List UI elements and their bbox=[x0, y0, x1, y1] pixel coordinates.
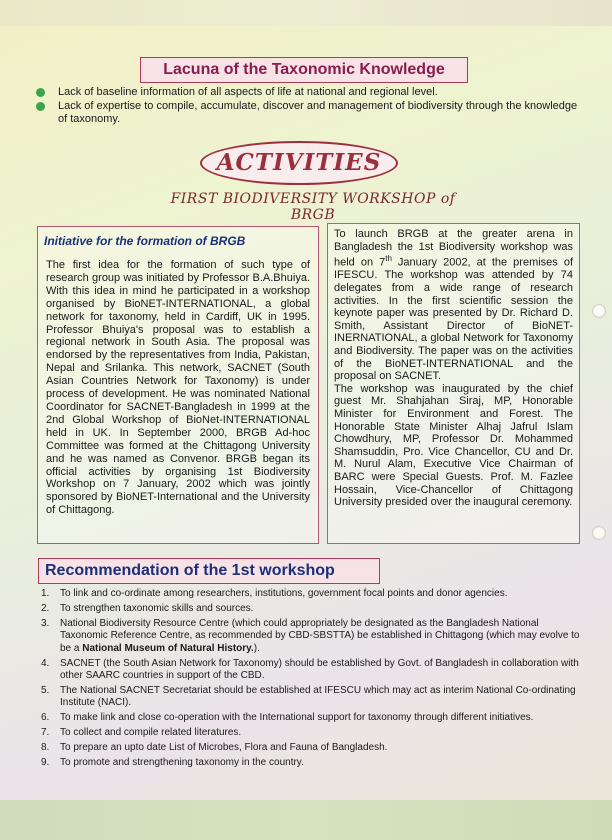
bottom-decorative-band bbox=[0, 800, 612, 840]
initiative-box bbox=[37, 226, 319, 544]
list-item: 6. To make link and close co-operation with the International support for taxonomy through different initiatives. bbox=[41, 712, 534, 724]
lacuna-section-title: Lacuna of the Taxonomic Knowledge bbox=[140, 57, 468, 83]
recommendation-section-title: Recommendation of the 1st workshop bbox=[38, 558, 380, 584]
list-item: 3. National Biodiversity Resource Centre (which could appropriately be designated as the Bangladesh National Taxonomic Reference Centre, as recommended by CBD-SBSTTA) be established in Chittagong (which may evolve to be a National Museum of Natural History.). bbox=[41, 617, 580, 654]
activities-banner: ACTIVITIES bbox=[200, 141, 398, 185]
list-item: 4. SACNET (the South Asian Network for Taxonomy) should be established by Govt. of Bangladesh in collaboration with other SAARC countries in support of the CBD. bbox=[41, 657, 579, 681]
bullet-icon bbox=[36, 102, 45, 111]
initiative-body: The first idea for the formation of such type of research group was initiated by Professor B.A.Bhuiya. With this idea in mind he participated in a workshop organised by BioNET-INTERNATIONAL, a global network for taxonomy, held in Cardiff, UK in 1995. Professor Bhuiya's proposal was to establish a regional network in South Asia. The proposal was endorsed by the representatives from India, Pakistan, Nepal and Srilanka. This network, SACNET (South Asian Countries Network for Taxonomy) is under process of development. He was nominated National Coordinator for SACNET-Bangladesh in 1999 at the 2nd Global Workshop of BioNet-INTERNATIONAL held in UK. In September 2000, BRGB Ad-hoc Committee was formed at the Chittagong University and he was named as Convenor. BRGB began its official activities by organising 1st Biodiversity Workshop on 7 January, 2002 which was jointly sponsored by BioNET-International and the University of Chittagong. bbox=[46, 259, 310, 517]
bullet-icon bbox=[36, 88, 45, 97]
initiative-heading: Initiative for the formation of BRGB bbox=[44, 234, 246, 248]
lacuna-list bbox=[36, 86, 581, 127]
top-decorative-band bbox=[0, 0, 612, 26]
binder-hole-icon bbox=[592, 526, 606, 540]
list-item: 1. To link and co-ordinate among researchers, institutions, government focal points and donor agencies. bbox=[41, 588, 508, 599]
launch-box bbox=[327, 223, 580, 544]
list-item: 2. To strengthen taxonomic skills and sources. bbox=[41, 602, 254, 614]
launch-paragraph-1: To launch BRGB at the greater arena in Bangladesh the 1st Biodiversity workshop was held on 7th January 2002, at the premises of IFESCU. The workshop was attended by 74 delegates from a wide range of research activities. In the first scientific session the keynote paper was presented by Dr. Richard D. Smith, Assistant Director of BioNET-INERNATIONAL, a global Network for Taxonomy and Biodiversity. The paper was on the activities of the BioNET-INTERNATIONAL and the proposal on SACNET. bbox=[334, 228, 573, 383]
workshop-subtitle: FIRST BIODIVERSITY WORKSHOP of BRGB bbox=[170, 191, 456, 223]
list-item: 9. To promote and strengthening taxonomy in the country. bbox=[41, 757, 304, 769]
binder-hole-icon bbox=[592, 304, 606, 318]
list-item: 7. To collect and compile related literatures. bbox=[41, 727, 242, 739]
recommendation-list bbox=[41, 588, 581, 772]
list-item: 5. The National SACNET Secretariat should be established at IFESCU which may act as interim National Co-ordinating Institute (NACI). bbox=[41, 684, 576, 709]
lacuna-item: Lack of expertise to compile, accumulate, discover and management of biodiversity through the knowledge of taxonomy. bbox=[36, 100, 581, 126]
launch-paragraph-2: The workshop was inaugurated by the chief guest Mr. Shahjahan Siraj, MP, Honorable Minister for Environment and Forest. The Honorable State Minister Alhaj Jafrul Islam Chowdhury, MP, Professor Dr. Mohammed Shamsuddin, Pro. Vice Chancellor, CU and Dr. M. Nurul Alam, Executive Vice Chairman of BARC were Special Guests. Prof. M. Fazlee Hossain, Vice-Chancellor of Chittagong University presided over the inaugural ceremony. bbox=[334, 382, 573, 509]
lacuna-item: Lack of baseline information of all aspects of life at national and regional level. bbox=[36, 86, 581, 99]
list-item: 8. To prepare an upto date List of Microbes, Flora and Fauna of Bangladesh. bbox=[41, 742, 388, 754]
